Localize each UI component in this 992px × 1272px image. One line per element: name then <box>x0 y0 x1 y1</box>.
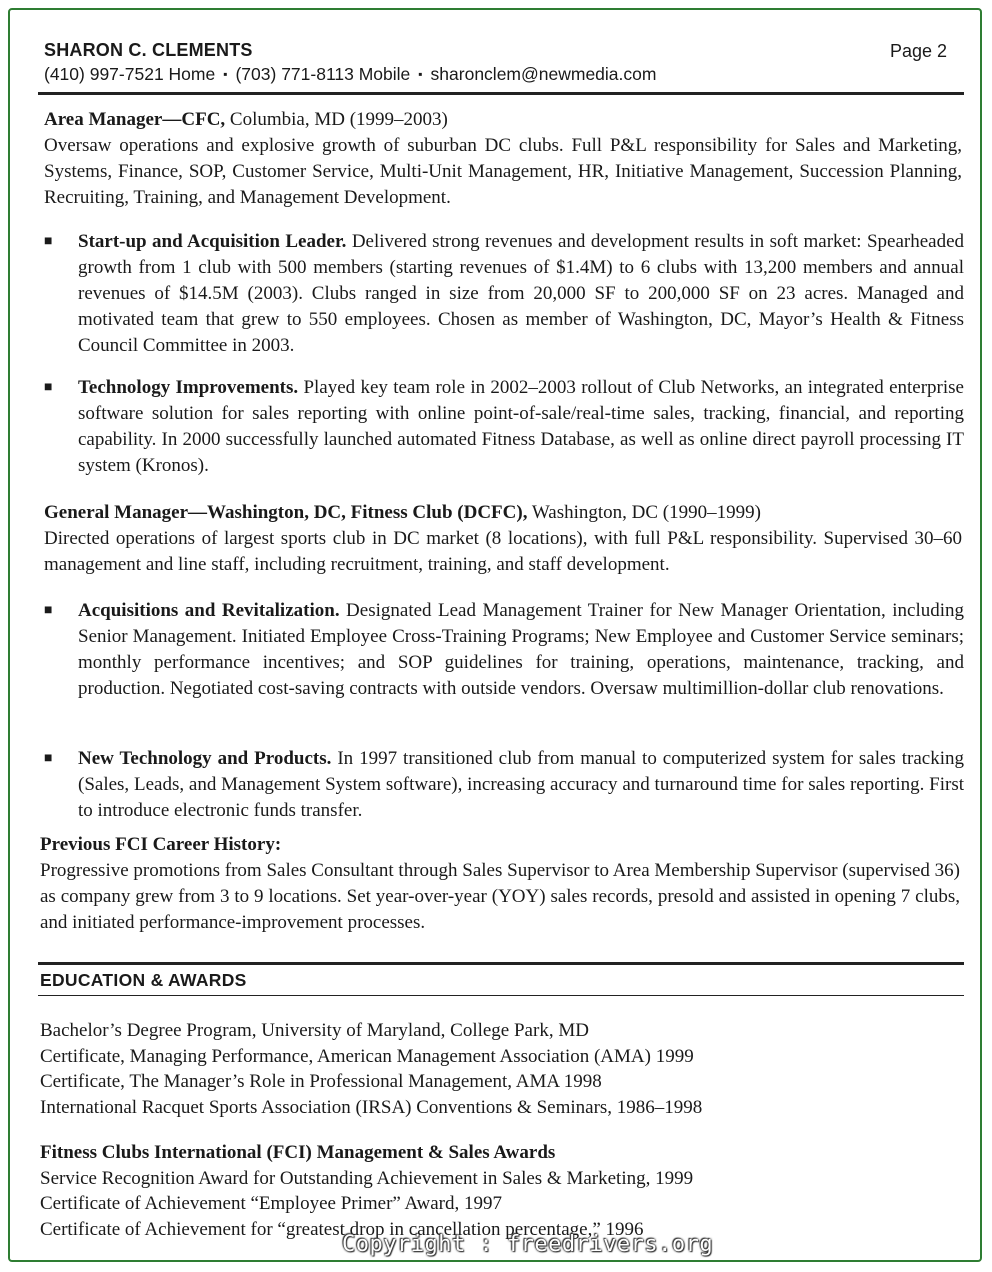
separator-icon: ▪ <box>223 67 228 81</box>
section-divider <box>38 962 964 965</box>
bullet-text: Designated Lead Management Trainer for New Manager Orientation, including Senior Management. Initiated Employee Cross-Training Programs; New Employee and Customer Service seminars; monthly performance incentives; and SOP guidelines for training, operations, maintenance, tracking, and production. Negotiated cost-saving contracts with outside vendors. Oversaw multimillion-dollar club renovations. <box>78 600 964 699</box>
job-location: Columbia, MD (1999–2003) <box>225 109 448 130</box>
bullet-item <box>44 229 964 359</box>
job-location: Washington, DC (1990–1999) <box>527 502 761 523</box>
separator-icon: ▪ <box>418 67 423 81</box>
bullet-item <box>44 375 964 479</box>
bullet-text: Played key team role in 2002–2003 rollout of Club Networks, an integrated enterprise software solution for sales reporting with online point-of-sale/real-time sales, tracking, financial, and reporting capability. In 2000 successfully launched automated Fitness Database, as well as online direct payroll processing IT system (Kronos). <box>78 377 964 476</box>
home-phone: (410) 997-7521 Home <box>44 64 216 84</box>
bullet-lead: Technology Improvements. <box>78 377 299 398</box>
bullet-lead: New Technology and Products. <box>78 748 332 769</box>
bullet-icon: ■ <box>44 751 53 766</box>
header-divider <box>38 92 964 95</box>
job-summary: Directed operations of largest sports club in DC market (8 locations), with full P&L responsibility. Supervised 30–60 management and line staff, including recruitment, training, and staff development. <box>44 528 962 575</box>
bullet-item <box>44 746 964 824</box>
awards-title: Fitness Clubs International (FCI) Management & Sales Awards <box>40 1142 556 1163</box>
mobile-phone: (703) 771-8113 Mobile <box>235 64 411 84</box>
previous-history-title <box>40 832 958 858</box>
previous-history-text: Progressive promotions from Sales Consultant through Sales Supervisor to Area Membership Supervisor (supervised 36) as company grew from 3 to 9 locations. Set year-over-year (YOY) sales records, presold and assisted in opening 7 clubs, and initiated performance-improvement processes. <box>40 860 960 933</box>
bullet-text: Delivered strong revenues and development results in soft market: Spearheaded growth from 1 club with 500 members (starting revenues of $1.4M) to 6 clubs with 13,200 members and annual revenues of $14.5M (2003). Clubs ranged in size from 20,000 SF to 200,000 SF on 23 acres. Managed and motivated team that grew to 550 employees. Chosen as member of Washington, DC, Mayor’s Health & Fitness Council Committee in 2003. <box>78 231 964 356</box>
bullet-lead: Acquisitions and Revitalization. <box>78 600 340 621</box>
section-underline <box>38 995 964 996</box>
award-item: Service Recognition Award for Outstanding Achievement in Sales & Marketing, 1999 <box>40 1168 694 1189</box>
education-item: Certificate, Managing Performance, American Management Association (AMA) 1999 <box>40 1046 694 1067</box>
previous-title-text: Previous FCI Career History: <box>40 834 282 855</box>
job-heading <box>44 500 962 526</box>
education-item: Certificate, The Manager’s Role in Professional Management, AMA 1998 <box>40 1071 602 1092</box>
job-title: Area Manager—CFC, <box>44 109 226 130</box>
bullet-lead: Start-up and Acquisition Leader. <box>78 231 347 252</box>
job-heading <box>44 107 962 133</box>
bullet-icon: ■ <box>44 234 53 249</box>
candidate-name: SHARON C. CLEMENTS <box>44 40 253 60</box>
watermark: Copyright : freedrivers.org <box>342 1232 714 1257</box>
bullet-text: In 1997 transitioned club from manual to computerized system for sales tracking (Sales, Leads, and Management System software), increasing accuracy and turnaround time for sales reporting. First to introduce electronic funds transfer. <box>78 748 965 821</box>
award-item: Certificate of Achievement “Employee Primer” Award, 1997 <box>40 1193 503 1214</box>
bullet-icon: ■ <box>44 603 53 618</box>
contact-line <box>44 64 656 85</box>
award-item: Certificate of Achievement for “greatest drop in cancellation percentage,” 1996 <box>40 1219 644 1240</box>
page-number: Page 2 <box>890 41 948 61</box>
email-address: sharonclem@newmedia.com <box>430 64 657 84</box>
bullet-item <box>44 598 964 702</box>
job-summary: Oversaw operations and explosive growth of suburban DC clubs. Full P&L responsibility for Sales and Marketing, Systems, Finance, SOP, Customer Service, Multi-Unit Management, HR, Initiative Management, Succession Planning, Recruiting, Training, and Management Development. <box>44 135 962 208</box>
job-title: General Manager—Washington, DC, Fitness Club (DCFC), <box>44 502 528 523</box>
bullet-icon: ■ <box>44 380 53 395</box>
section-heading: EDUCATION & AWARDS <box>40 970 247 990</box>
education-item: Bachelor’s Degree Program, University of Maryland, College Park, MD <box>40 1020 589 1041</box>
education-item: International Racquet Sports Association (IRSA) Conventions & Seminars, 1986–1998 <box>40 1097 703 1118</box>
